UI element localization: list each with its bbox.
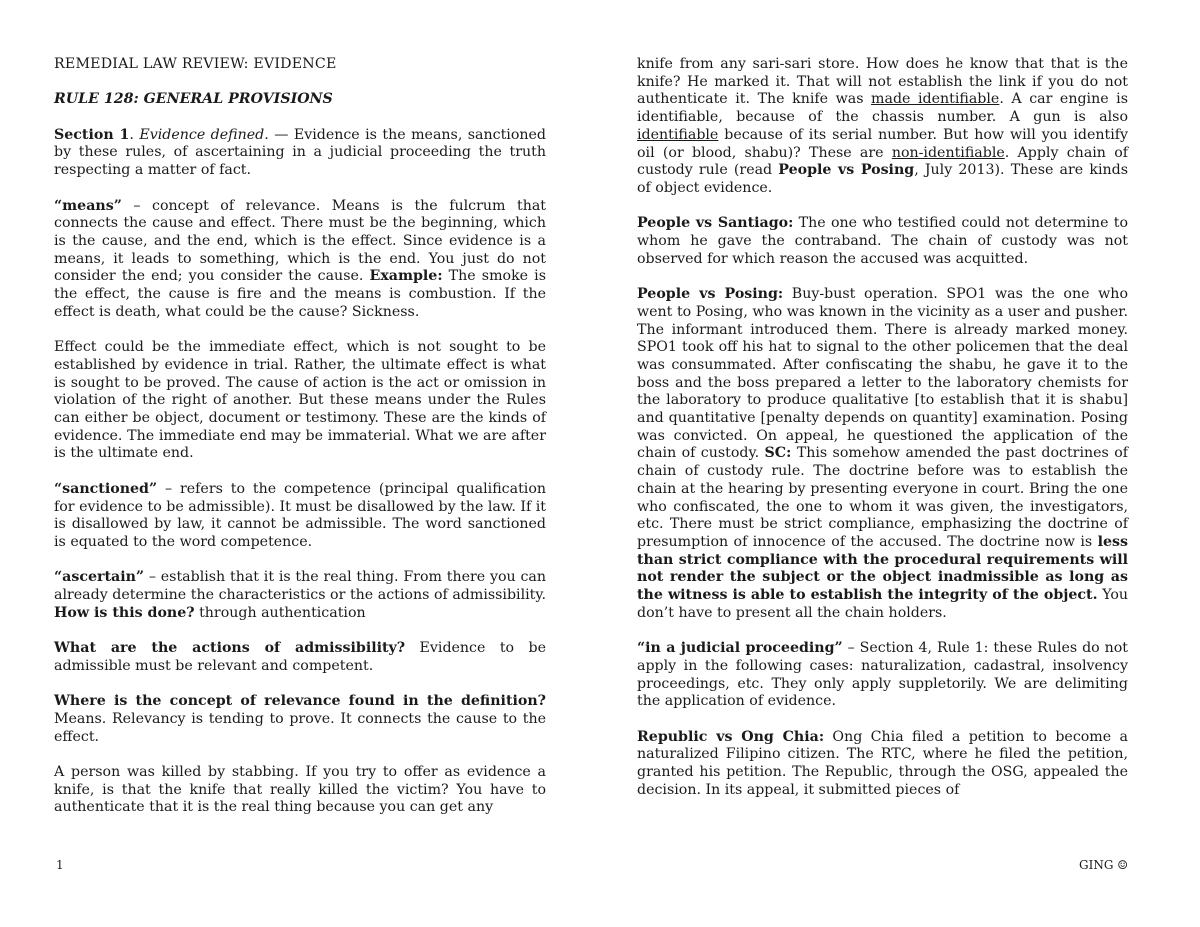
actions-question: What are the actions of admissibility?: [54, 640, 406, 657]
judicial-paragraph: “in a judicial proceeding” – Section 4, Rule 1: these Rules do not apply in the following cases: naturalization, cadastral, insolvency proceedings, etc. They only apply suppletorily. We are delimiting the application of evidence.: [637, 640, 1128, 710]
posing-paragraph: People vs Posing: Buy-bust operation. SPO1 was the one who went to Posing, who was known in the vicinity as a user and pusher. The informant introduced them. There is already marked money. SPO1 took off his hat to signal to the other policemen that the deal was consummated. After confiscating the shabu, he gave it to the boss and the boss prepared a letter to the laboratory chemists for the laboratory to produce qualitative [to establish that it is shabu] and quantitative [penalty depends on quantity] examination. Posing was convicted. On appeal, he questioned the application of the chain of custody. SC: This somehow amended the past doctrines of chain of custody rule. The doctrine before was to establish the chain at the hearing by presenting everyone in court. Bring the one who confiscated, the one to whom it was given, the investigators, etc. There must be strict compliance, emphasizing the doctrine of presumption of innocence of the accused. The doctrine now is less than strict compliance with the procedural requirements will not render the subject or the object inadmissible as long as the witness is able to establish the integrity of the object. You don’t have to present all the chain holders.: [637, 286, 1129, 621]
case-name: People vs Posing: [778, 162, 915, 179]
actions-paragraph: What are the actions of admissibility? Evidence to be admissible must be relevant and competent.: [54, 640, 546, 674]
section-heading: Evidence defined.: [139, 126, 269, 143]
effect-paragraph: Effect could be the immediate effect, which is not sought to be established by evidence in trial. Rather, the ultimate effect is what is sought to be proved. The cause of action is the act or omission in violation of the right of another. But these means under the Rules can either be object, document or testimony. These are the kinds of evidence. The immediate end may be immaterial. What we are after is the ultimate end.: [54, 339, 546, 462]
example-label: Example:: [369, 268, 443, 285]
rule-heading: RULE 128: GENERAL PROVISIONS: [54, 91, 333, 108]
knife-paragraph: knife from any sari-sari store. How does he know that that is the knife? He marked it. That will not establish the link if you do not authenticate it. The knife was made identifiable. A car engine is identifiable, because of the chassis number. A gun is also identifiable because of its serial number. But how will you identify oil (or blood, shabu)? These are non-identifiable. Apply chain of custody rule (read People vs Posing, July 2013). These are kinds of object evidence.: [637, 56, 1128, 196]
term-means: “means”: [54, 197, 122, 214]
case-name: People vs Santiago:: [637, 215, 794, 232]
underlined-term: identifiable: [637, 126, 719, 143]
santiago-paragraph: People vs Santiago: The one who testified could not determine to whom he gave the contraband. The chain of custody was not observed for which reason the accused was acquitted.: [637, 215, 1129, 267]
term-sanctioned: “sanctioned”: [54, 480, 158, 497]
section-1-paragraph: Section 1. Evidence defined. — Evidence is the means, sanctioned by these rules, of ascertaining in a judicial proceeding the truth respecting a matter of fact.: [54, 126, 546, 179]
left-column: [54, 56, 546, 817]
term-ascertain: “ascertain”: [54, 569, 145, 586]
footer-tag: GING ☺: [1079, 858, 1128, 872]
doctrine-emphasis: less than strict compliance with the procedural requirements will not render the subject or the object inadmissible as long as the witness is able to establish the integrity of the object.: [637, 533, 1128, 604]
underlined-term: non-identifiable: [891, 144, 1005, 161]
ongchia-paragraph: Republic vs Ong Chia: Ong Chia filed a petition to become a naturalized Filipino citizen. The RTC, where he filed the petition, granted his petition. The Republic, through the OSG, appealed the decision. In its appeal, it submitted pieces of: [637, 728, 1128, 798]
document-title: REMEDIAL LAW REVIEW: EVIDENCE: [54, 56, 337, 72]
ascertain-question: How is this done?: [54, 604, 195, 621]
case-name: Republic vs Ong Chia:: [637, 728, 825, 745]
relevance-paragraph: Where is the concept of relevance found in the definition? Means. Relevancy is tending to prove. It connects the cause to the effect.: [54, 693, 546, 745]
means-paragraph: “means” – concept of relevance. Means is the fulcrum that connects the cause and effect. There must be the beginning, which is the cause, and the end, which is the effect. Since evidence is a means, it leads to something, which is the end. You just do not consider the end; you consider the cause. Example: The smoke is the effect, the cause is fire and the means is combustion. If the effect is death, what could be the cause? Sickness.: [54, 197, 546, 320]
underlined-term: made identifiable: [871, 91, 1000, 108]
right-column: [637, 56, 1128, 799]
case-name: People vs Posing:: [637, 286, 784, 303]
page-number: 1: [56, 858, 64, 872]
term-judicial: “in a judicial proceeding”: [637, 640, 843, 657]
stabbing-paragraph: A person was killed by stabbing. If you try to offer as evidence a knife, is that the knife that really killed the victim? You have to authenticate that it is the real thing because you can get any: [54, 763, 546, 816]
sanctioned-paragraph: “sanctioned” – refers to the competence (principal qualification for evidence to be admissible). It must be disallowed by the law. If it is disallowed by law, it cannot be admissible. The word sanctioned is equated to the word competence.: [54, 480, 546, 550]
ascertain-paragraph: “ascertain” – establish that it is the real thing. From there you can already determine the characteristics or the actions of admissibility. How is this done? through authentication: [54, 569, 546, 621]
sc-label: SC:: [764, 445, 792, 462]
relevance-question: Where is the concept of relevance found in the definition?: [54, 693, 546, 710]
section-label: Section 1: [54, 126, 130, 143]
